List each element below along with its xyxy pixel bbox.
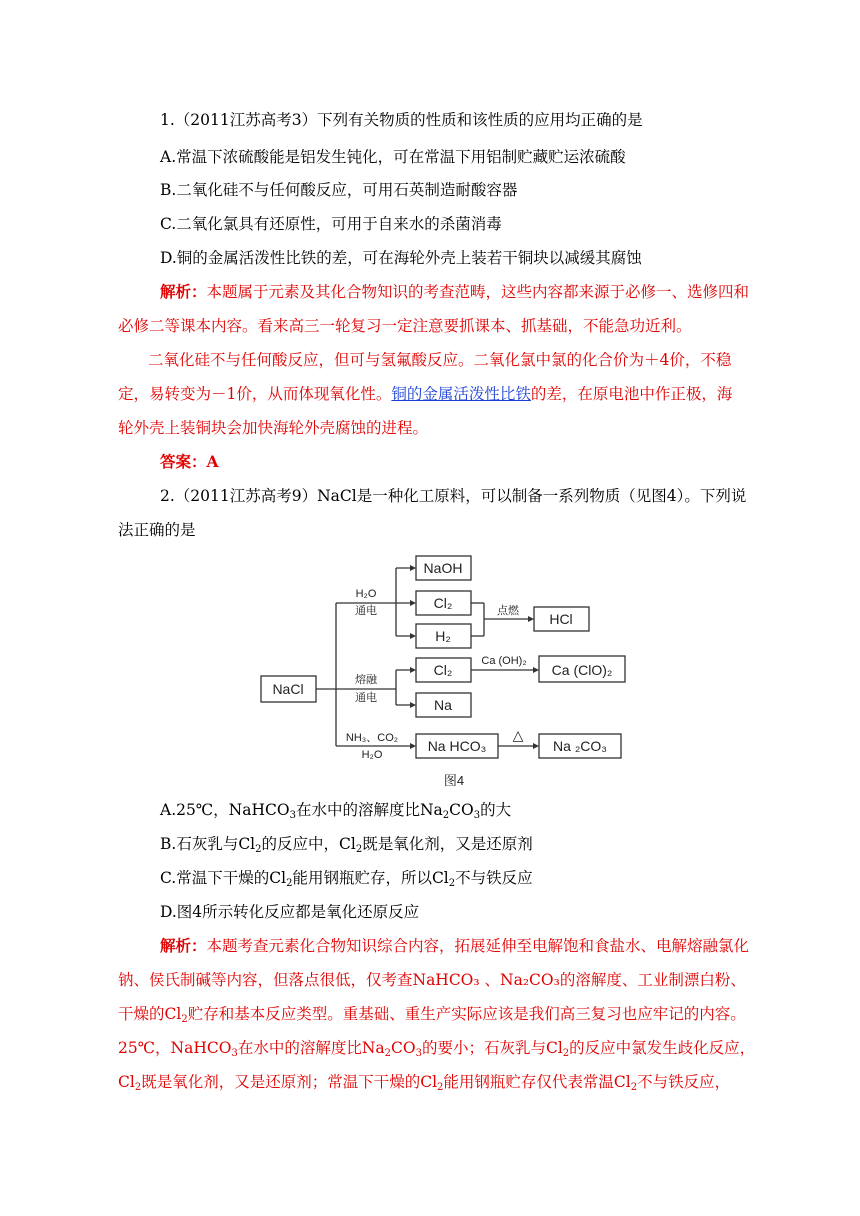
q2-option-b xyxy=(160,834,533,854)
a-l4-sub4: 2 xyxy=(562,1048,570,1059)
opt-a-text3: CO xyxy=(449,801,474,819)
h2-label: H₂ xyxy=(435,628,451,644)
q1-option-d: D.铜的金属活泼性比铁的差，可在海轮外壳上装若干铜块以减缓其腐蚀 xyxy=(160,249,642,267)
q2-analysis-line1 xyxy=(160,936,749,956)
opt-a-text1: A.25℃，NaHCO xyxy=(160,801,290,819)
a-l3-text1: 干燥的Cl xyxy=(118,1005,182,1023)
opt-a-text2: 在水中的溶解度比Na xyxy=(295,801,443,819)
nacl-label: NaCl xyxy=(272,681,304,697)
q1-analysis-line1 xyxy=(160,282,749,302)
q1-option-b: B.二氧化硅不与任何酸反应，可用石英制造耐酸容器 xyxy=(160,181,518,199)
opt-c-text1: C.常温下干燥的Cl xyxy=(160,869,287,887)
opt-b-sub1: 2 xyxy=(255,844,262,855)
q2-analysis-line4 xyxy=(118,1038,755,1058)
cl2-label-a: Cl₂ xyxy=(433,595,453,611)
q1-analysis-line2: 必修二等课本内容。看来高三一轮复习一定注意要抓课本、抓基础，不能急功近利。 xyxy=(118,317,692,335)
a-l4-text4: 的要小；石灰乳与Cl xyxy=(421,1039,563,1057)
a-l5-sub1: 2 xyxy=(134,1082,142,1093)
a-l3-sub: 2 xyxy=(181,1014,188,1025)
q2-option-d: D.图4所示转化反应都是氧化还原反应 xyxy=(160,903,420,921)
a-l5-text1: Cl xyxy=(118,1073,135,1091)
a-l4-sub2: 2 xyxy=(384,1048,392,1059)
branch3-bottom-label: H₂O xyxy=(361,749,383,761)
naoh-label: NaOH xyxy=(423,560,463,576)
a-l3-text2: 贮存和基本反应类型。重基础、重生产实际应该是我们高三复习也应牢记的内容。 xyxy=(187,1005,746,1023)
q1-analysis-label: 解析： xyxy=(160,282,207,301)
opt-a-text4: 的大 xyxy=(480,801,512,819)
na-label: Na xyxy=(434,697,452,713)
caclo2-label: Ca (ClO)₂ xyxy=(551,662,613,678)
a-l4-text1: 25℃，NaHCO xyxy=(118,1039,232,1057)
opt-c-text2: 能用钢瓶贮存，所以Cl xyxy=(292,869,449,887)
a-l4-text2: 在水中的溶解度比Na xyxy=(237,1039,385,1057)
q2-stem-line1: 2.（2011江苏高考9）NaCl是一种化工原料，可以制备一系列物质（见图4）。下列说 xyxy=(160,487,747,505)
opt-a-sub2: 2 xyxy=(442,810,450,821)
nacl-conversion-diagram xyxy=(256,550,626,790)
q1-analysis-text4: 定，易转变为－1价，从而体现氧化性。 xyxy=(118,385,392,403)
cl2-label-b: Cl₂ xyxy=(433,662,453,678)
ignite-label: 点燃 xyxy=(497,605,519,617)
opt-c-sub1: 2 xyxy=(286,878,293,889)
a-l4-sub3: 3 xyxy=(415,1048,422,1059)
delta-label: △ xyxy=(512,727,524,743)
q1-stem: 1.（2011江苏高考3）下列有关物质的性质和该性质的应用均正确的是 xyxy=(160,111,643,129)
figure-caption: 图4 xyxy=(443,773,465,788)
opt-c-text3: 不与铁反应 xyxy=(455,869,533,887)
q2-option-a xyxy=(160,800,511,820)
q2-stem-line2: 法正确的是 xyxy=(118,521,196,539)
opt-b-text1: B.石灰乳与Cl xyxy=(160,835,256,853)
a-l4-sub1: 3 xyxy=(231,1048,238,1059)
q1-answer: 答案：A xyxy=(160,452,219,471)
nahco3-label: Na HCO₃ xyxy=(427,738,487,754)
caoh2-label: Ca (OH)₂ xyxy=(481,655,527,667)
a-l5-sub3: 2 xyxy=(630,1082,638,1093)
a-l4-text5: 的反应中氯发生歧化反应， xyxy=(569,1039,756,1057)
q2-option-c xyxy=(160,868,533,888)
hcl-label: HCl xyxy=(549,611,573,627)
a-l5-text4: 不与铁反应， xyxy=(637,1073,731,1091)
q1-option-a: A.常温下浓硫酸能是铝发生钝化，可在常温下用铝制贮藏贮运浓硫酸 xyxy=(160,148,626,166)
branch1-top-label: H₂O xyxy=(355,588,377,600)
q1-analysis-line3: 二氧化硅不与任何酸反应，但可与氢氟酸反应。二氧化氯中氯的化合价为＋4价，不稳 xyxy=(148,351,732,369)
branch1-bottom-label: 通电 xyxy=(355,605,377,617)
a-l5-text2: 既是氧化剂，又是还原剂；常温下干燥的Cl xyxy=(141,1073,438,1091)
q1-analysis-line5: 轮外壳上装铜块会加快海轮外壳腐蚀的进程。 xyxy=(118,419,429,437)
q2-analysis-label: 解析： xyxy=(160,936,207,955)
q2-analysis-text1: 本题考查元素化合物知识综合内容，拓展延伸至电解饱和食盐水、电解熔融氯化 xyxy=(206,937,750,955)
branch2-top-label: 熔融 xyxy=(355,674,377,686)
na2co3-label: Na ₂CO₃ xyxy=(553,738,607,754)
opt-b-text3: 既是氧化剂，又是还原剂 xyxy=(362,835,533,853)
q1-analysis-text1: 本题属于元素及其化合物知识的考查范畴，这些内容都来源于必修一、选修四和 xyxy=(206,283,750,301)
a-l4-text3: CO xyxy=(391,1039,416,1057)
a-l5-sub2: 2 xyxy=(437,1082,444,1093)
metal-activity-link[interactable]: 铜的金属活泼性比铁 xyxy=(391,385,531,403)
q2-analysis-line2: 钠、侯氏制碱等内容，但落点很低，仅考查NaHCO₃ 、Na₂CO₃的溶解度、工业制漂白粉、 xyxy=(118,971,746,989)
q1-analysis-line4 xyxy=(118,384,732,404)
branch3-top-label: NH₃、CO₂ xyxy=(345,732,399,744)
q1-analysis-text4-tail: 的差，在原电池中作正极，海 xyxy=(530,385,733,403)
opt-c-sub2: 2 xyxy=(448,878,456,889)
opt-b-sub2: 2 xyxy=(355,844,363,855)
a-l5-text3: 能用钢瓶贮存仅代表常温Cl xyxy=(443,1073,631,1091)
q2-analysis-line5 xyxy=(118,1072,730,1092)
q1-option-c: C.二氧化氯具有还原性，可用于自来水的杀菌消毒 xyxy=(160,215,502,233)
opt-b-text2: 的反应中，Cl xyxy=(261,835,356,853)
opt-a-sub1: 3 xyxy=(289,810,296,821)
opt-a-sub3: 3 xyxy=(473,810,481,821)
q2-analysis-line3 xyxy=(118,1004,746,1024)
branch2-bottom-label: 通电 xyxy=(355,692,377,704)
